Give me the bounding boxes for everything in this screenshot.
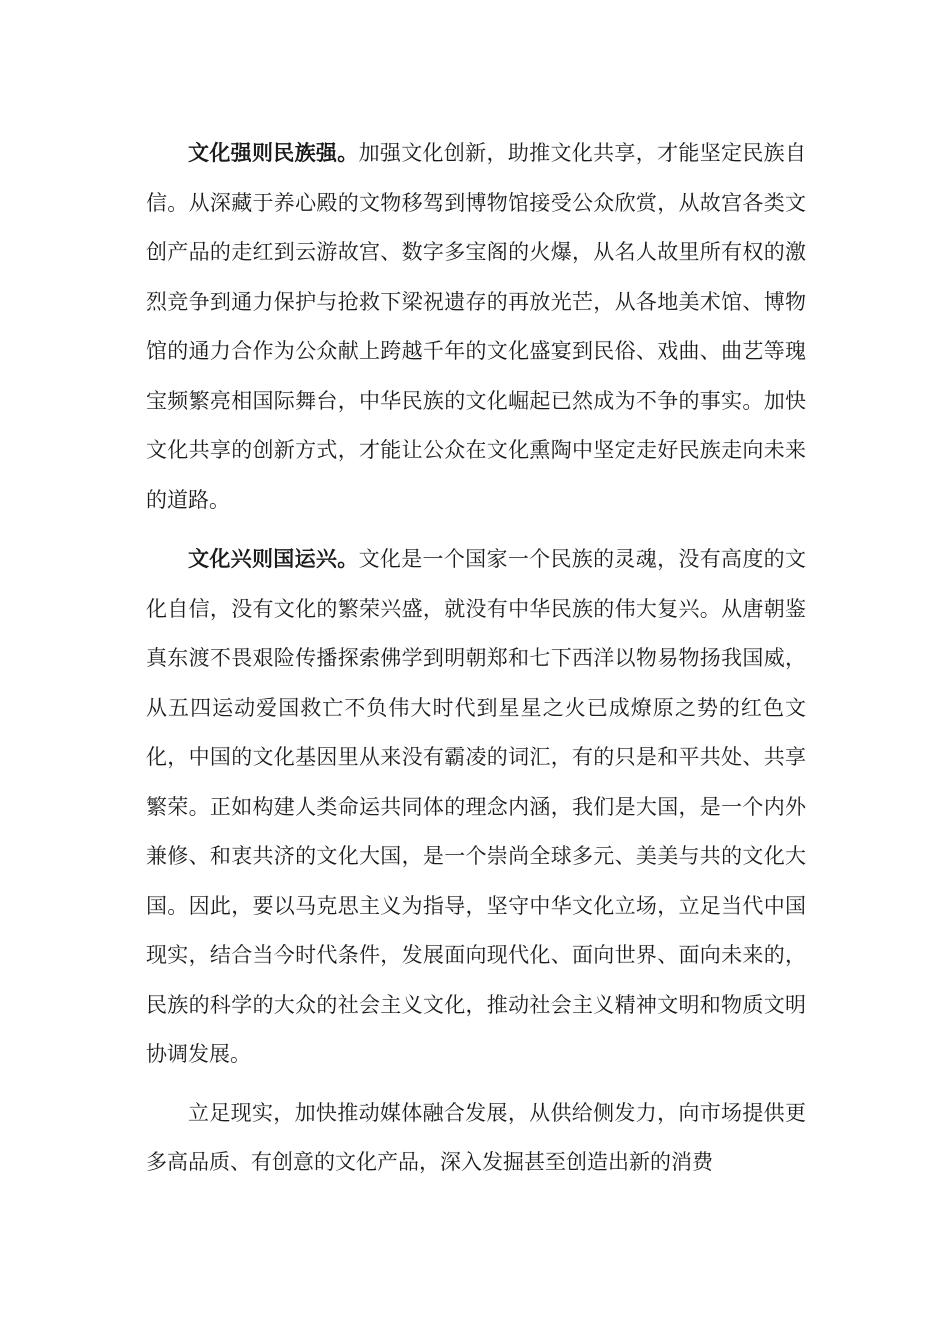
document-page [146,128,806,1188]
paragraph-body: 加强文化创新，助推文化共享，才能坚定民族自信。从深藏于养心殿的文物移驾到博物馆接受公众欣赏，从故宫各类文创产品的走红到云游故宫、数字多宝阁的火爆，从名人故里所有权的激烈竞争到通力保护与抢救下梁祝遗存的再放光芒，从各地美术馆、博物馆的通力合作为公众献上跨越千年的文化盛宴到民俗、戏曲、曲艺等瑰宝频繁亮相国际舞台，中华民族的文化崛起已然成为不争的事实。加快文化共享的创新方式，才能让公众在文化熏陶中坚定走好民族走向未来的道路。 [146,141,807,512]
paragraph-body: 立足现实，加快推动媒体融合发展，从供给侧发力，向市场提供更多高品质、有创意的文化产品，深入发掘甚至创造出新的消费 [146,1100,806,1174]
paragraph-media-fusion [146,1089,806,1188]
paragraph-culture-nation [146,128,806,525]
paragraph-body: 文化是一个国家一个民族的灵魂，没有高度的文化自信，没有文化的繁荣兴盛，就没有中华民族的伟大复兴。从唐朝鉴真东渡不畏艰险传播探索佛学到明朝郑和七下西洋以物易物扬我国威，从五四运动爱国救亡不负伟大时代到星星之火已成燎原之势的红色文化，中国的文化基因里从来没有霸凌的词汇，有的只是和平共处、共享繁荣。正如构建人类命运共同体的理念内涵，我们是大国，是一个内外兼修、和衷共济的文化大国，是一个崇尚全球多元、美美与共的文化大国。因此，要以马克思主义为指导，坚守中华文化立场，立足当代中国现实，结合当今时代条件，发展面向现代化、面向世界、面向未来的，民族的科学的大众的社会主义文化，推动社会主义精神文明和物质文明协调发展。 [146,547,807,1066]
paragraph-lead: 文化兴则国运兴。 [188,546,359,571]
paragraph-lead: 文化强则民族强。 [188,140,359,165]
paragraph-culture-fortune [146,534,806,1080]
